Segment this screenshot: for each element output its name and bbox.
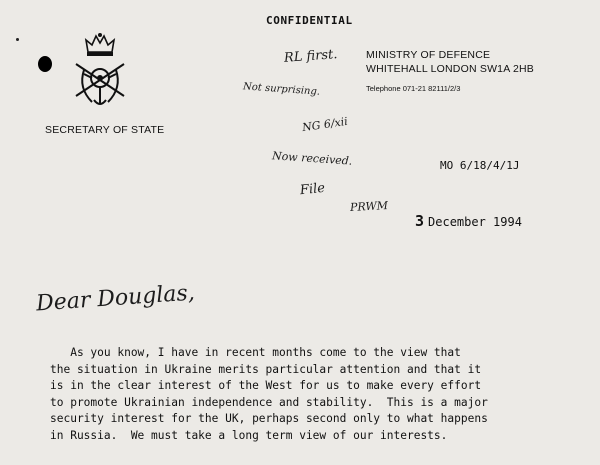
handwritten-note-initials: PRWM [349, 199, 389, 214]
salutation: Dear Douglas, [35, 280, 196, 317]
handwritten-note-not-surprising: Not surprising. [242, 81, 321, 98]
telephone-number: Telephone 071-21 82111/2/3 [366, 84, 461, 93]
reference-number: MO 6/18/4/1J [440, 159, 520, 172]
classification-label: CONFIDENTIAL [266, 14, 353, 27]
sender-title: SECRETARY OF STATE [45, 124, 165, 136]
body-line: in Russia. We must take a long term view of our interests. [50, 428, 448, 442]
handwritten-note-file: File [299, 180, 326, 199]
body-line: is in the clear interest of the West for us to make every effort [50, 379, 482, 393]
handwritten-initials-date: NG 6/xii [301, 114, 349, 135]
date-month-year: December 1994 [428, 215, 522, 229]
ministry-address [366, 48, 534, 76]
ministry-street: WHITEHALL LONDON SW1A 2HB [366, 63, 534, 75]
royal-crest-icon [70, 30, 130, 118]
date-day: 3 [415, 212, 425, 230]
body-line: the situation in Ukraine merits particular attention and that it [50, 362, 482, 376]
ink-blot [38, 56, 52, 72]
letter-body [50, 345, 595, 445]
body-line: to promote Ukrainian independence and stability. This is a major [50, 395, 488, 409]
handwritten-note-received: Now received. [271, 149, 353, 168]
ministry-name: MINISTRY OF DEFENCE [366, 49, 491, 61]
letter-date [415, 212, 522, 230]
body-line: As you know, I have in recent months come to the view that [50, 346, 461, 359]
handwritten-note-first: RL first. [283, 47, 338, 66]
body-line: security interest for the UK, perhaps second only to what happens [50, 412, 488, 426]
speck [16, 38, 19, 41]
